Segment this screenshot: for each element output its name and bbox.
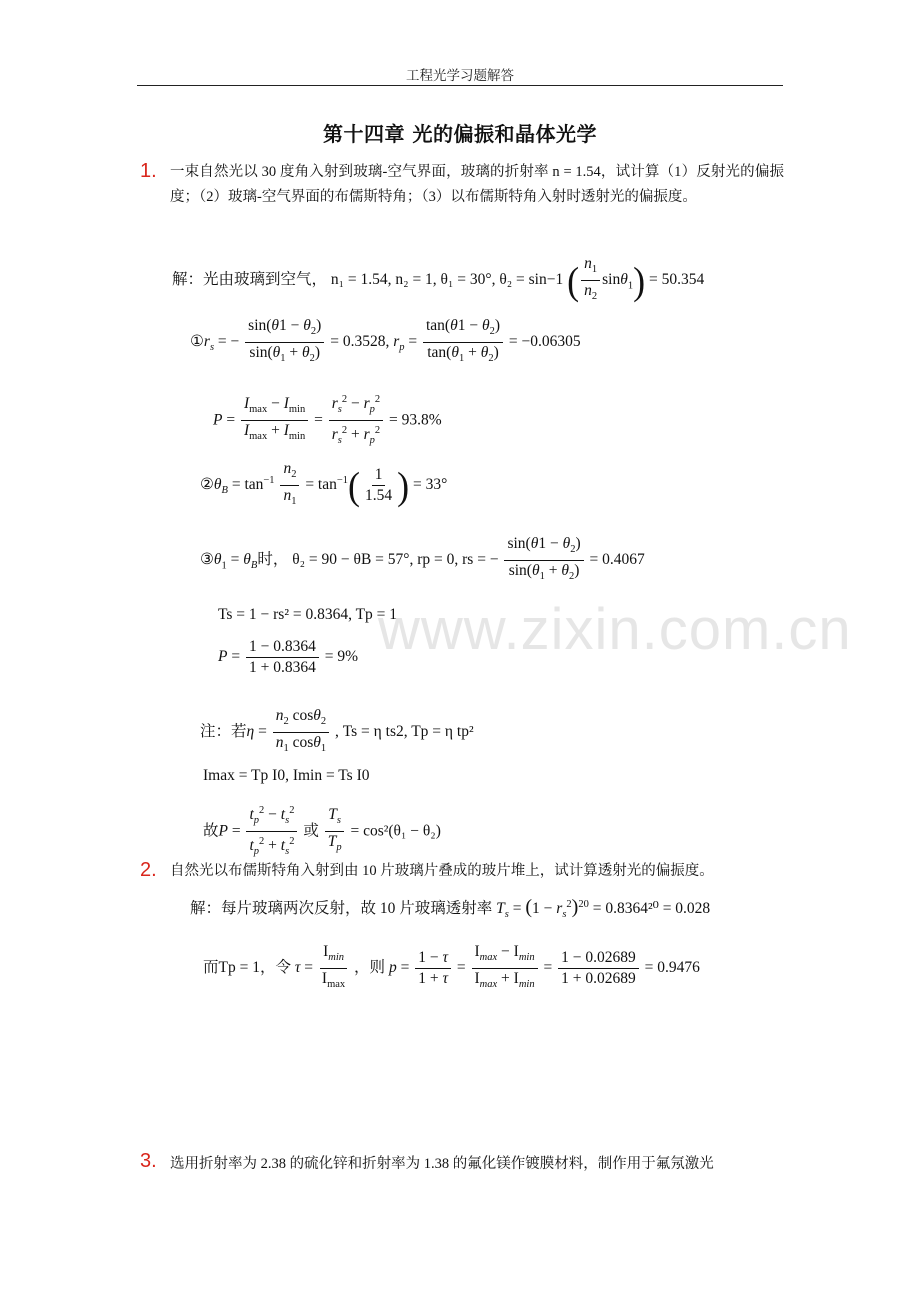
p1-P-num: 1 − 0.8364 — [246, 637, 319, 658]
p1-step2-value: = 33° — [413, 476, 448, 494]
p1-intensity: Imax = Tp I0, Imin = Ts I0 — [203, 767, 370, 784]
p1-transmittance: Ts = 1 − rs² = 0.8364, Tp = 1 — [218, 606, 398, 623]
p1-huo: 或 — [303, 822, 319, 840]
p2-den3: 1 + 0.02689 — [561, 970, 636, 988]
problem-3-number: 3. — [140, 1150, 157, 1172]
p1-step3-mark: ③ — [200, 551, 214, 569]
p1-note-rest: , Ts = η ts2, Tp = η tp² — [335, 723, 474, 741]
problem-1-text: 一束自然光以 30 度角入射到玻璃-空气界面，玻璃的折射率 n = 1.54，试计算（1）反射光的偏振度；（2）玻璃-空气界面的布儒斯特角；（3）以布儒斯特角入射时透射光的偏振度。 — [170, 164, 784, 205]
p1-final: 故P = $\frac{t_p^2 - t_s^2}{t_p^2 + t_s^2}$ 或 $\frac{T_s}{T_p}$ = cos²(θ₁ − θ₂) — [203, 801, 441, 863]
p1-note: 注：若η = $\frac{n_2 \cos\theta_2}{n_1 \cos\theta_1}$ , Ts = η ts2, Tp = η tp² — [200, 707, 474, 755]
p2-sol1-rhs: = 0.8364²⁰ = 0.028 — [592, 900, 711, 917]
p1-brewster-angle: $②\theta_B = \tan^{-1}$ $\frac{n_2}{n_1}$ = $\tan^{-1}$( $\frac{1}{1.54}$ ) = 33° — [200, 460, 448, 508]
p1-step3-when: 时， — [257, 551, 289, 569]
p1-step2-mark: ② — [200, 476, 214, 494]
p1-final-rhs: = cos²(θ₁ − θ₂) — [350, 822, 441, 840]
p1-intro-result: = 50.354 — [648, 271, 705, 289]
p1-P-trans-value: = 9% — [324, 648, 358, 666]
p1-note-prefix: 注：若 — [200, 723, 247, 741]
p1-step2-den: 1.54 — [365, 487, 393, 505]
p1-step3: $③\theta_1 = \theta_B$时， θ₂ = 90 − θB = 57°, rp = 0, rs = − $\frac{\sin(\theta 1 - \theta_2)}{\sin(\theta_1 + \theta_2)}$ = 0.4067 — [200, 535, 645, 583]
p1-step1-mark: ① — [190, 333, 204, 351]
p1-P-value: = 93.8% — [389, 411, 442, 429]
p2-sol2-prefix: 而 — [203, 959, 219, 977]
p2-solution-line1: 解：每片玻璃两次反射，故 10 片玻璃透射率 $T_s = (1 - r_s^2)^{20} = 0.8364^{20} = 0.028$ — [190, 896, 711, 921]
p1-step2-num: 1 — [372, 465, 386, 486]
p2-num3: 1 − 0.02689 — [558, 948, 639, 969]
p1-solution-intro: 解：光由玻璃到空气， n₁ = 1.54, n₂ = 1, θ₁ = 30°, θ₂ = sin−1 ( $\frac{n_1}{n_2}$ sinθ$_1$) = 50.354 — [172, 255, 705, 303]
p1-rp-value: = −0.06305 — [508, 333, 581, 351]
p2-sol2-tp: Tp = 1，令 — [218, 959, 291, 977]
p1-P-den: 1 + 0.8364 — [248, 659, 316, 676]
p1-intro-label: 解：光由玻璃到空气， — [172, 271, 328, 289]
watermark: www.zixin.com.cn — [378, 597, 852, 662]
p2-sol2-value: = 0.9476 — [644, 959, 700, 977]
p1-polarization-transmitted: P = $\frac{1 - 0.8364}{1 + 0.8364}$ = 9% — [218, 638, 358, 676]
problem-2-number: 2. — [140, 859, 157, 881]
chapter-title: 第十四章 光的偏振和晶体光学 — [323, 122, 597, 146]
problem-2-text: 自然光以布儒斯特角入射到由 10 片玻璃片叠成的玻片堆上，试计算透射光的偏振度。 — [170, 863, 714, 879]
p1-polarization-reflected: P = $\frac{I_{max} - I_{min}}{I_{max} + I_{min}}$ = $\frac{r_s^2 - r_p^2}{r_s^2 + r_p^2}$ = 93.8% — [213, 390, 442, 452]
problem-3-text: 选用折射率为 2.38 的硫化锌和折射率为 1.38 的氟化镁作镀膜材料，制作用于氟氖激光 — [170, 1156, 714, 1172]
p1-gu: 故 — [203, 822, 219, 840]
p2-sol2-then: ，则 — [354, 959, 386, 977]
running-header: 工程光学习题解答 — [406, 68, 514, 83]
p1-step3-value: = 0.4067 — [589, 551, 645, 569]
p1-step1-coeffs: $①r_s$ = − $\frac{\sin(\theta 1 - \theta_2)}{\sin(\theta_1 + \theta_2)}$ = 0.3528, $r_p$ = $\frac{\tan(\theta 1 - \theta_2)}{\tan(\theta_1 + \theta_2)}$ = −0.06305 — [190, 317, 581, 365]
problem-1-number: 1. — [140, 160, 157, 182]
p2-sol1-prefix: 解：每片玻璃两次反射，故 10 片玻璃透射率 — [190, 900, 493, 917]
p1-rs-value: = 0.3528, — [330, 333, 390, 351]
header-rule — [137, 85, 783, 86]
p2-solution-line2: 而Tp = 1，令 τ = $\frac{I_{min}}{I_{max}}$ ，则 p = $\frac{1 - \tau}{1 + \tau}$ = $\frac{I_{max} - I_{min}}{I_{max} + I_{min}}$ = $\frac{1 - 0.02689}{1 + 0.02689}$ = 0.9476 — [203, 943, 700, 991]
p1-step3-mid: θ₂ = 90 − θB = 57°, rp = 0, rs = − — [292, 551, 499, 569]
p1-intro-values: n₁ = 1.54, n₂ = 1, θ₁ = 30°, θ₂ = sin−1 — [330, 271, 564, 289]
